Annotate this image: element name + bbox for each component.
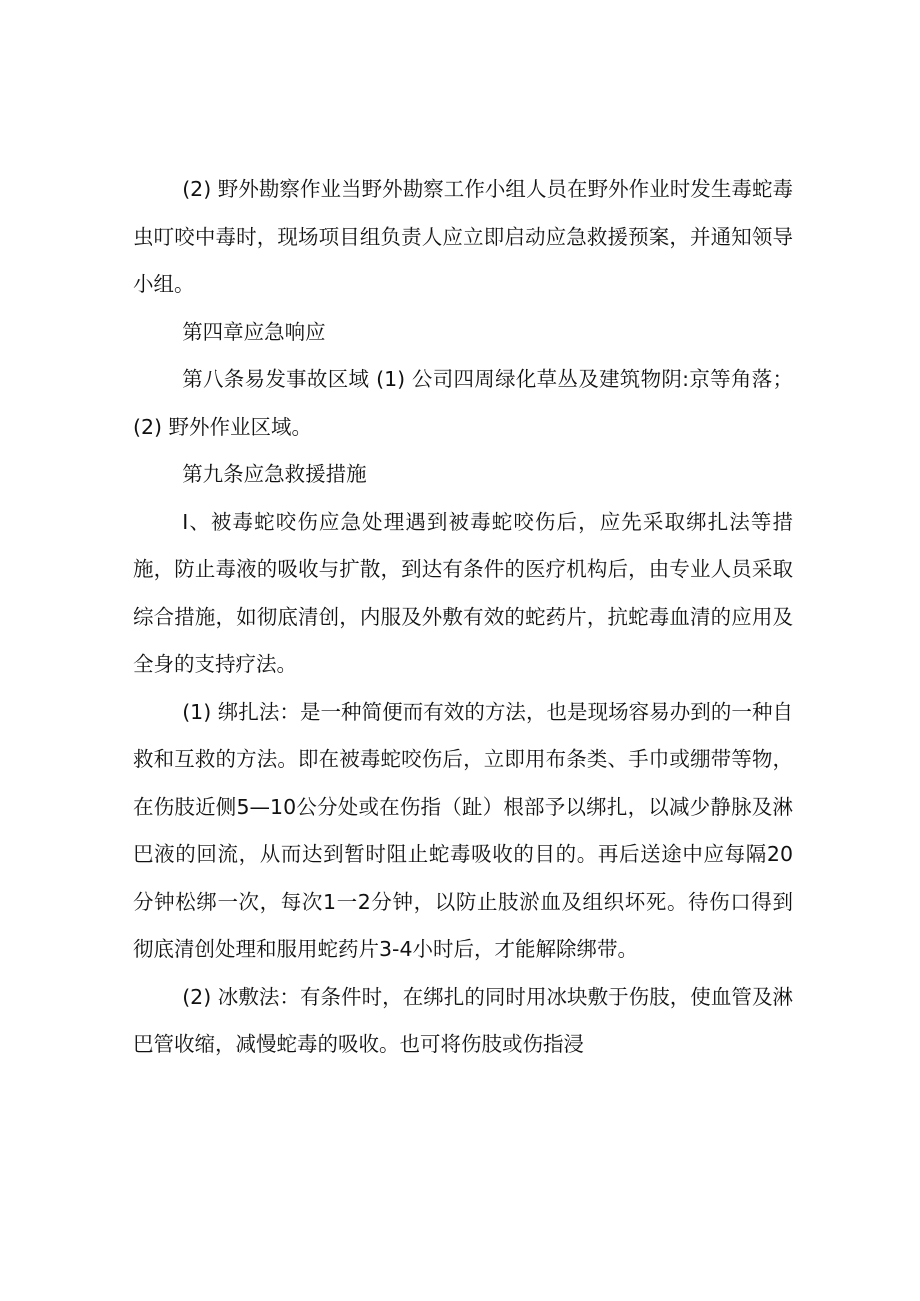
chapter-heading-emergency-response: 第四章应急响应 bbox=[182, 319, 326, 344]
paragraph-field-survey-poisoning: (2) 野外勘察作业当野外勘察工作小组人员在野外作业时发生毒蛇毒虫叮咬中毒时，现场项目组负责人应立即启动应急救援预案，并通知领导小组。 bbox=[133, 177, 793, 296]
paragraph-ice-method: (2) 冰敷法：有条件时，在绑扎的同时用冰块敷于伤肢，使血管及淋巴管收缩，减慢蛇毒的吸收。也可将伤肢或伤指浸 bbox=[133, 984, 793, 1056]
article-heading-rescue-measures: 第九条应急救援措施 bbox=[182, 462, 367, 486]
paragraph-binding-method: (1) 绑扎法：是一种简便而有效的方法，也是现场容易办到的一种自救和互救的方法。即在被毒蛇咬伤后，立即用布条类、手巾或绷带等物，在伤肢近侧5—10公分处或在伤指（趾）根部予以绑扎，以减少静脉及淋巴液的回流，从而达到暂时阻止蛇毒吸收的目的。再后送途中应每隔20分钟松绑一次，每次1一2分钟，以防止肢淤血及组织坏死。待伤口得到彻底清创处理和服用蛇药片3-4小时后，才能解除绑带。 bbox=[133, 699, 793, 961]
paragraph-article-8-accident-areas: 第八条易发事故区域 (1) 公司四周绿化草丛及建筑物阴:京等角落； (2) 野外作业区域。 bbox=[133, 367, 793, 439]
paragraph-snakebite-handling: I、被毒蛇咬伤应急处理遇到被毒蛇咬伤后，应先采取绑扎法等措施，防止毒液的吸收与扩散，到达有条件的医疗机构后，由专业人员采取综合措施，如彻底清创，内服及外敷有效的蛇药片，抗蛇毒血清的应用及全身的支持疗法。 bbox=[133, 509, 793, 676]
document-body bbox=[133, 166, 793, 1069]
